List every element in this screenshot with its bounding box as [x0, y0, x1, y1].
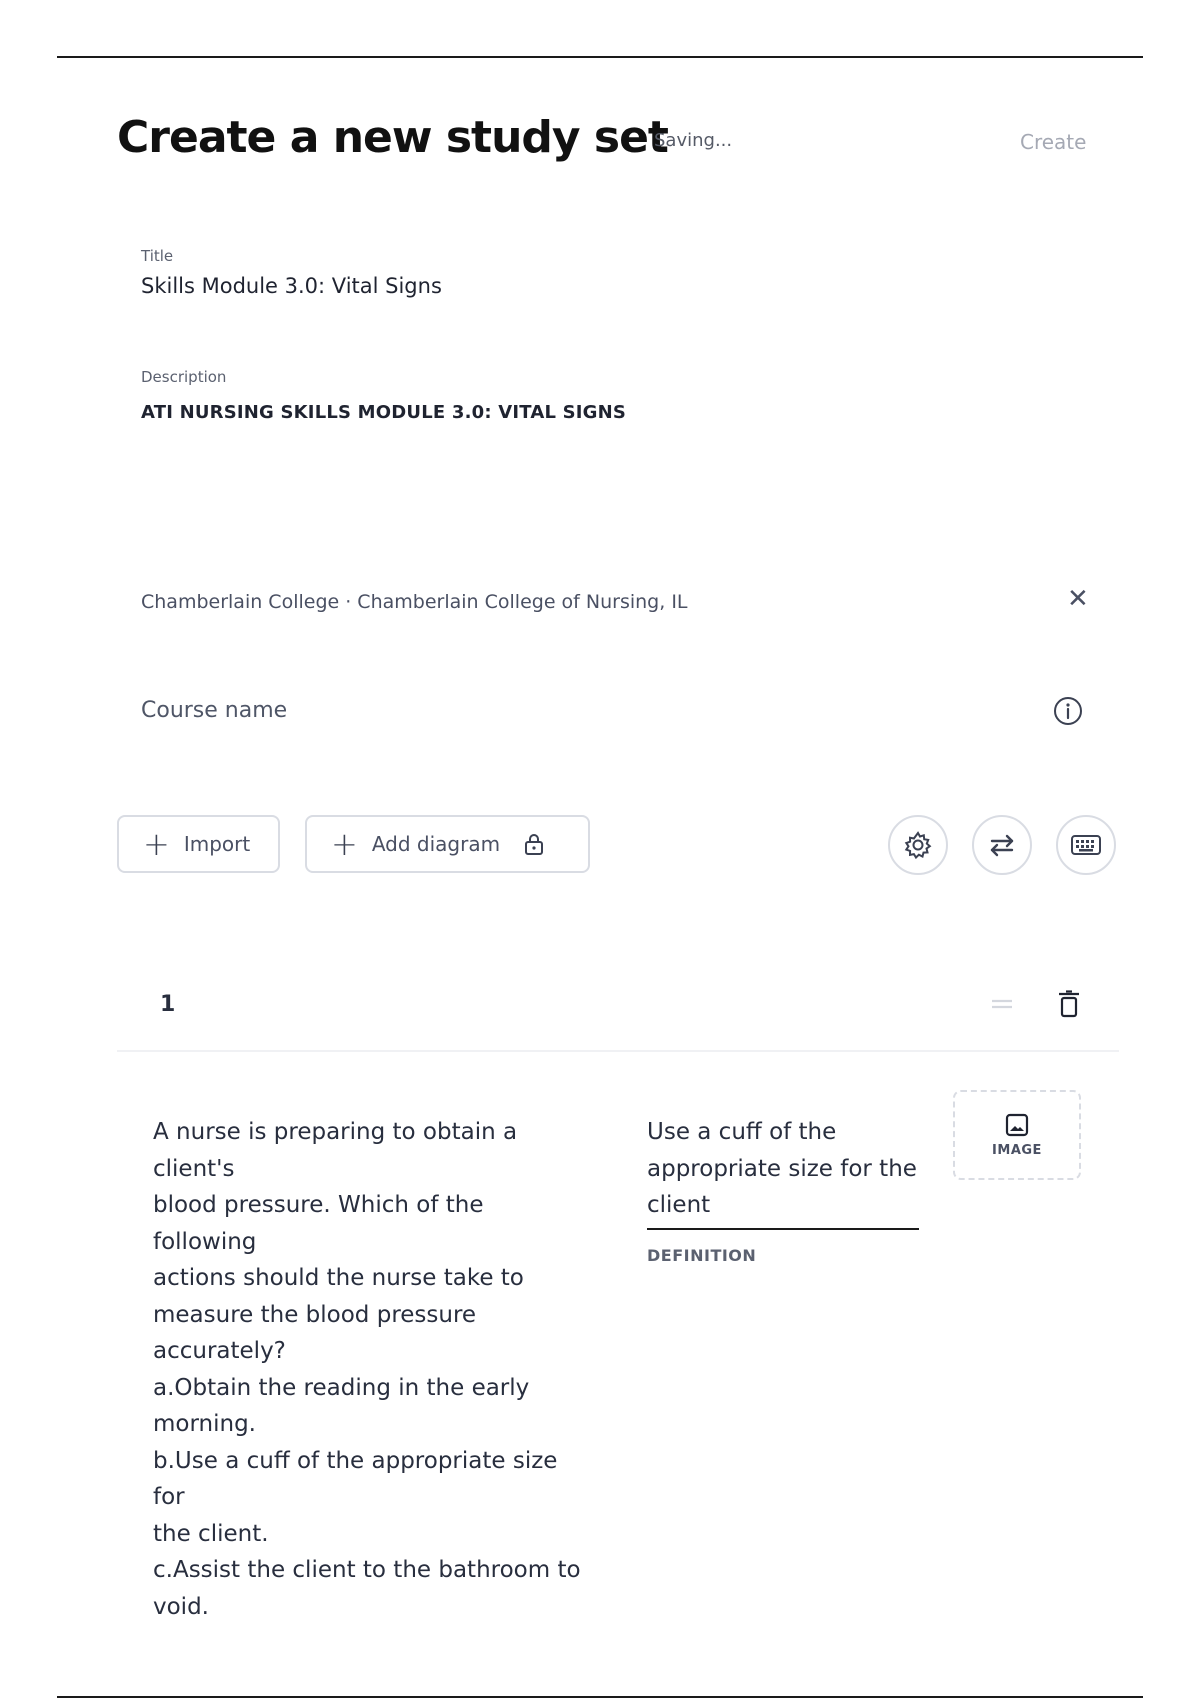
- plus-icon: +: [331, 825, 358, 863]
- import-label: Import: [183, 832, 251, 856]
- title-label: Title: [141, 247, 174, 265]
- top-rule: [57, 56, 1143, 58]
- image-label: IMAGE: [992, 1142, 1042, 1158]
- term-input[interactable]: A nurse is preparing to obtain a client's blood pressure. Which of the following actions should the nurse take to measure the blood pressure accurately? a.Obtain the reading in the early morning. b.Use a cuff of the appropriate size for the client. c.Assist the client to the bathroom to void.: [153, 1119, 581, 1620]
- keyboard-icon: [1070, 833, 1102, 857]
- school-tag: Chamberlain College · Chamberlain College of Nursing, IL: [141, 591, 688, 613]
- lock-icon: [524, 833, 544, 855]
- trash-icon[interactable]: [1057, 990, 1081, 1018]
- info-icon[interactable]: [1053, 696, 1083, 726]
- course-name-input[interactable]: Course name: [141, 698, 288, 723]
- saving-status: Saving...: [654, 130, 733, 151]
- add-diagram-label: Add diagram: [371, 832, 501, 856]
- swap-icon: [986, 831, 1018, 859]
- settings-button[interactable]: [888, 815, 948, 875]
- close-icon[interactable]: ✕: [1067, 584, 1089, 614]
- image-icon: [1005, 1113, 1029, 1137]
- add-diagram-button[interactable]: [305, 815, 590, 873]
- import-button[interactable]: [117, 815, 280, 873]
- page-title: Create a new study set: [117, 112, 668, 163]
- definition-input[interactable]: Use a cuff of the appropriate size for the client: [647, 1119, 917, 1218]
- add-image-button[interactable]: [953, 1090, 1081, 1180]
- card-number: 1: [160, 992, 176, 1017]
- plus-icon: +: [143, 825, 170, 863]
- bottom-rule: [57, 1696, 1143, 1698]
- keyboard-shortcuts-button[interactable]: [1056, 815, 1116, 875]
- description-label: Description: [141, 368, 227, 386]
- create-button[interactable]: Create: [1020, 130, 1087, 154]
- gear-icon: [903, 830, 933, 860]
- definition-label: DEFINITION: [647, 1246, 757, 1265]
- title-input[interactable]: Skills Module 3.0: Vital Signs: [141, 274, 442, 298]
- definition-underline: [647, 1228, 919, 1230]
- card-divider: [117, 1050, 1119, 1052]
- description-input[interactable]: ATI NURSING SKILLS MODULE 3.0: VITAL SIGNS: [141, 402, 627, 423]
- swap-button[interactable]: [972, 815, 1032, 875]
- drag-handle-icon[interactable]: [990, 996, 1014, 1012]
